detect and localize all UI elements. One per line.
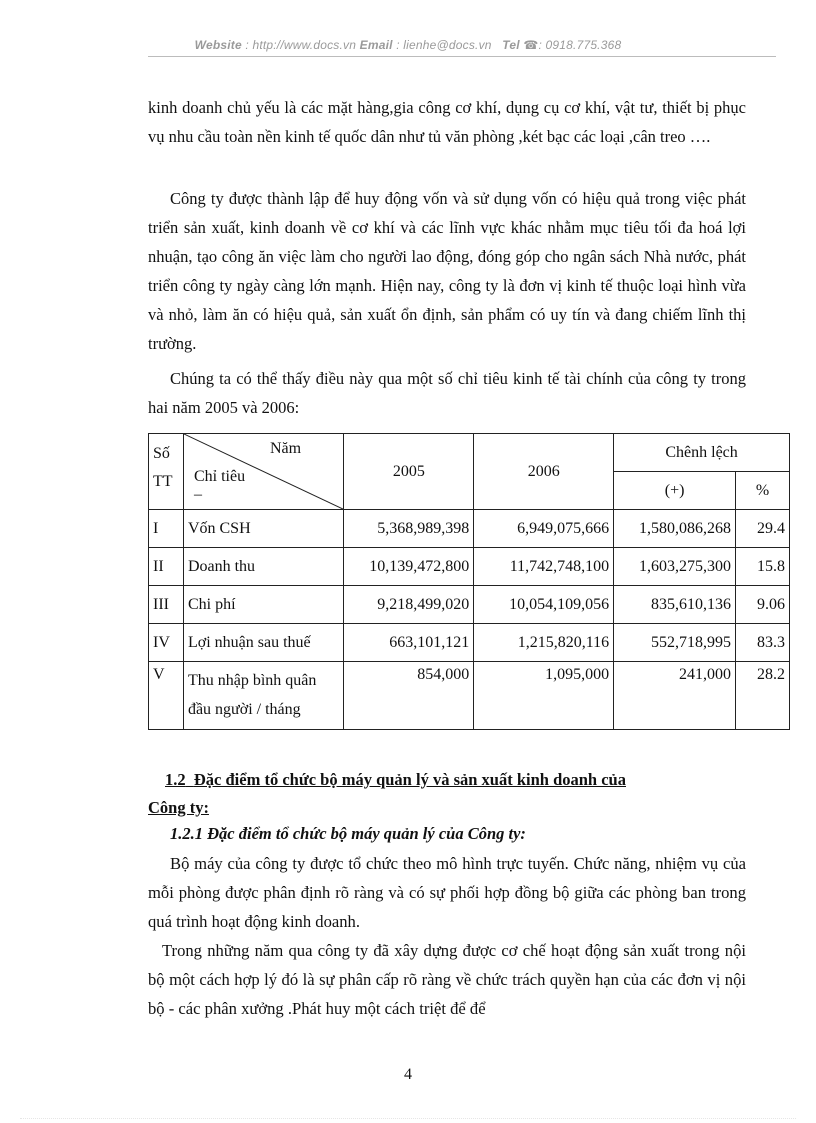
stt-header-line2: TT [153, 473, 173, 490]
phone-icon: ☎ [523, 38, 539, 52]
difference-percent-header: % [736, 472, 790, 510]
row-indicator: Vốn CSH [183, 510, 343, 548]
row-percent: 29.4 [736, 510, 790, 548]
page-number: 4 [404, 1066, 412, 1083]
row-percent: 28.2 [736, 662, 790, 730]
row-2005: 9,218,499,020 [344, 586, 474, 624]
table-row [149, 510, 790, 548]
section-title-line1: Đặc điểm tổ chức bộ máy quản lý và sản xuất kinh doanh của [193, 770, 626, 789]
year-header-label: Năm [269, 440, 302, 457]
row-2006: 1,095,000 [474, 662, 614, 730]
row-indicator: Lợi nhuận sau thuế [183, 624, 343, 662]
row-2005: 5,368,989,398 [344, 510, 474, 548]
paragraph-3: Chúng ta có thể thấy điều này qua một số chỉ tiêu kinh tế tài chính của công ty trong hai năm 2005 và 2006: [148, 369, 746, 417]
row-diff: 241,000 [614, 662, 736, 730]
row-indicator: Doanh thu [183, 548, 343, 586]
row-2005: 663,101,121 [344, 624, 474, 662]
tel-value: : 0918.775.368 [538, 38, 622, 52]
row-stt: IV [149, 624, 184, 662]
difference-header: Chênh lệch [614, 434, 790, 472]
section-title-line2: Công ty: [148, 798, 209, 817]
row-diff: 1,603,275,300 [614, 548, 736, 586]
row-indicator: Chi phí [183, 586, 343, 624]
row-diff: 835,610,136 [614, 586, 736, 624]
tel-label: Tel [502, 38, 520, 52]
indicator-header-label: Chỉ tiêu – [193, 468, 246, 503]
row-percent: 83.3 [736, 624, 790, 662]
email-label: Email [359, 38, 393, 52]
paragraph-1: kinh doanh chủ yếu là các mặt hàng,gia công cơ khí, dụng cụ cơ khí, vật tư, thiết bị phục vụ nhu cầu toàn nền kinh tế quốc dân như tủ văn phòng ,két bạc các loại ,cân treo …. [148, 98, 746, 146]
header-rule [148, 56, 776, 57]
row-percent: 15.8 [736, 548, 790, 586]
section-number: 1.2 [165, 770, 186, 789]
row-2006: 11,742,748,100 [474, 548, 614, 586]
year-2006-header: 2006 [474, 434, 614, 510]
stt-header [149, 434, 184, 510]
row-diff: 552,718,995 [614, 624, 736, 662]
row-stt: III [149, 586, 184, 624]
table-row [149, 624, 790, 662]
table-header-row [149, 434, 790, 472]
indicator-year-header [183, 434, 343, 510]
page-bottom-rule [20, 1118, 796, 1119]
page-header [0, 38, 816, 52]
financial-indicators-table [148, 433, 790, 730]
row-diff: 1,580,086,268 [614, 510, 736, 548]
website-value: : http://www.docs.vn [245, 38, 357, 52]
row-stt: II [149, 548, 184, 586]
section-1-2-1-heading: 1.2.1 Đặc điểm tổ chức bộ máy quản lý của Công ty: [170, 824, 526, 843]
row-2005: 10,139,472,800 [344, 548, 474, 586]
row-stt: V [149, 662, 184, 730]
row-2006: 1,215,820,116 [474, 624, 614, 662]
paragraph-4: Bộ máy của công ty được tổ chức theo mô hình trực tuyến. Chức năng, nhiệm vụ của mỗi phòng được phân định rõ ràng và có sự phối hợp đồng bộ giữa các phòng ban trong quá trình hoạt động kinh doanh. [148, 854, 746, 931]
row-percent: 9.06 [736, 586, 790, 624]
table-row [149, 586, 790, 624]
row-2006: 6,949,075,666 [474, 510, 614, 548]
row-2005: 854,000 [344, 662, 474, 730]
row-indicator: Thu nhập bình quân đầu người / tháng [183, 662, 343, 730]
table-row [149, 548, 790, 586]
email-value: : lienhe@docs.vn [396, 38, 492, 52]
website-label: Website [194, 38, 242, 52]
row-2006: 10,054,109,056 [474, 586, 614, 624]
paragraph-5: Trong những năm qua công ty đã xây dựng được cơ chế hoạt động sản xuất trong nội bộ một cách hợp lý đó là sự phân cấp rõ ràng về chức trách quyền hạn của các đơn vị nội bộ - các phân xưởng .Phát huy một cách triệt để để [148, 941, 746, 1018]
indicator-header-mark: – [193, 486, 202, 503]
table-row [149, 662, 790, 730]
paragraph-2: Công ty được thành lập để huy động vốn và sử dụng vốn có hiệu quả trong việc phát triển sản xuất, kinh doanh về cơ khí và các lĩnh vực khác nhằm mục tiêu tối đa hoá lợi nhuận, tạo công ăn việc làm cho người lao động, đóng góp cho ngân sách Nhà nước, phát triển công ty ngày càng lớn mạnh. Hiện nay, công ty là đơn vị kinh tế thuộc loại hình vừa và nhỏ, làm ăn có hiệu quả, sản xuất ổn định, sản phẩm có uy tín và đang chiếm lĩnh thị trường. [148, 189, 746, 353]
section-1-2-heading [148, 766, 776, 822]
row-stt: I [149, 510, 184, 548]
difference-plus-header: (+) [614, 472, 736, 510]
stt-header-line1: Số [153, 445, 170, 462]
year-2005-header: 2005 [344, 434, 474, 510]
